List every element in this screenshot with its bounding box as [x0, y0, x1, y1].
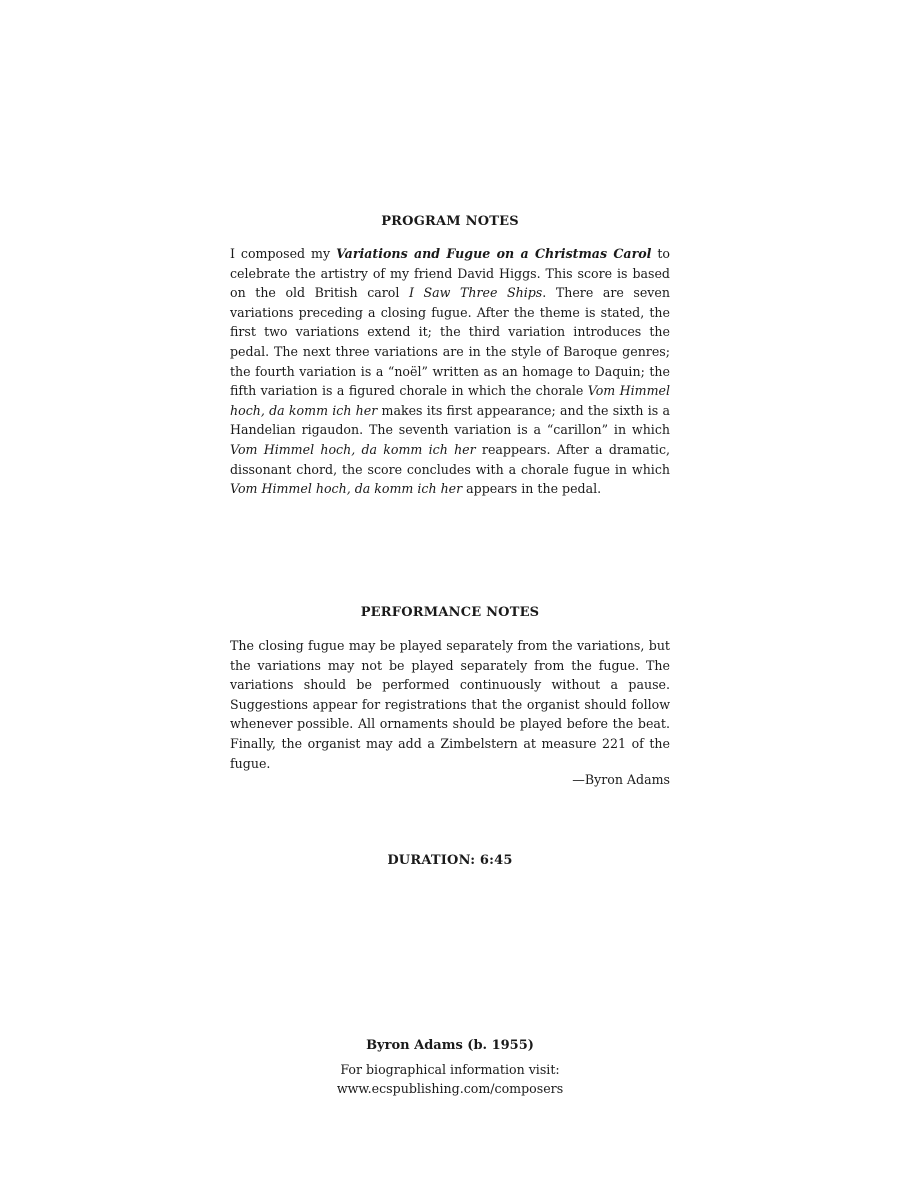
chorale-title: Vom Himmel hoch, da komm ich her — [230, 383, 670, 418]
work-title: Variations and Fugue on a Christmas Carol — [336, 246, 652, 261]
composer-url: www.ecspublishing.com/composers — [336, 1081, 564, 1096]
bio-info-line: For biographical information visit: — [340, 1062, 560, 1077]
program-notes-text: to celebrate the artistry of my friend David Higgs. This score is based on the old British carol — [230, 246, 670, 301]
chorale-title: Vom Himmel hoch, da komm ich her — [230, 481, 463, 497]
performance-notes-paragraph: The closing fugue may be played separately from the variations, but the variations may not be played separately from the fugue. The variations should be performed continuously without a pause. Suggestions appear for registrations that the organist should follow whenever possible. All ornaments should be played before the beat. Finally, the organist may add a Zimbelstern at measure 221 of the fugue. — [230, 638, 670, 771]
performance-notes-heading: PERFORMANCE NOTES — [360, 605, 540, 620]
composer-name: Byron Adams (b. 1955) — [366, 1038, 534, 1053]
program-notes-text: I composed my — [230, 246, 337, 261]
program-notes-paragraph — [230, 244, 670, 499]
program-notes-text: makes its first appearance; and the sixth is a Handelian rigaudon. The seventh variation is a “carillon” in which — [230, 402, 670, 438]
author-signature: —Byron Adams — [572, 772, 670, 787]
program-notes-heading: PROGRAM NOTES — [381, 214, 519, 229]
carol-title: I Saw Three Ships — [408, 285, 543, 301]
program-notes-text: appears in the pedal. — [462, 481, 602, 497]
duration-label: DURATION: 6:45 — [387, 853, 513, 868]
chorale-title: Vom Himmel hoch, da komm ich her — [230, 441, 476, 457]
program-notes-text: reappears. After a dramatic, dissonant chord, the score concludes with a chorale fugue in which — [230, 441, 670, 477]
program-notes-text: . There are seven variations preceding a closing fugue. After the theme is stated, the first two variations extend it; the third variation introduces the pedal. The next three variations are in the style of Baroque genres; the fourth variation is a “noël” written as an homage to Daquin; the fifth variation is a figured chorale in which the chorale — [230, 285, 670, 399]
